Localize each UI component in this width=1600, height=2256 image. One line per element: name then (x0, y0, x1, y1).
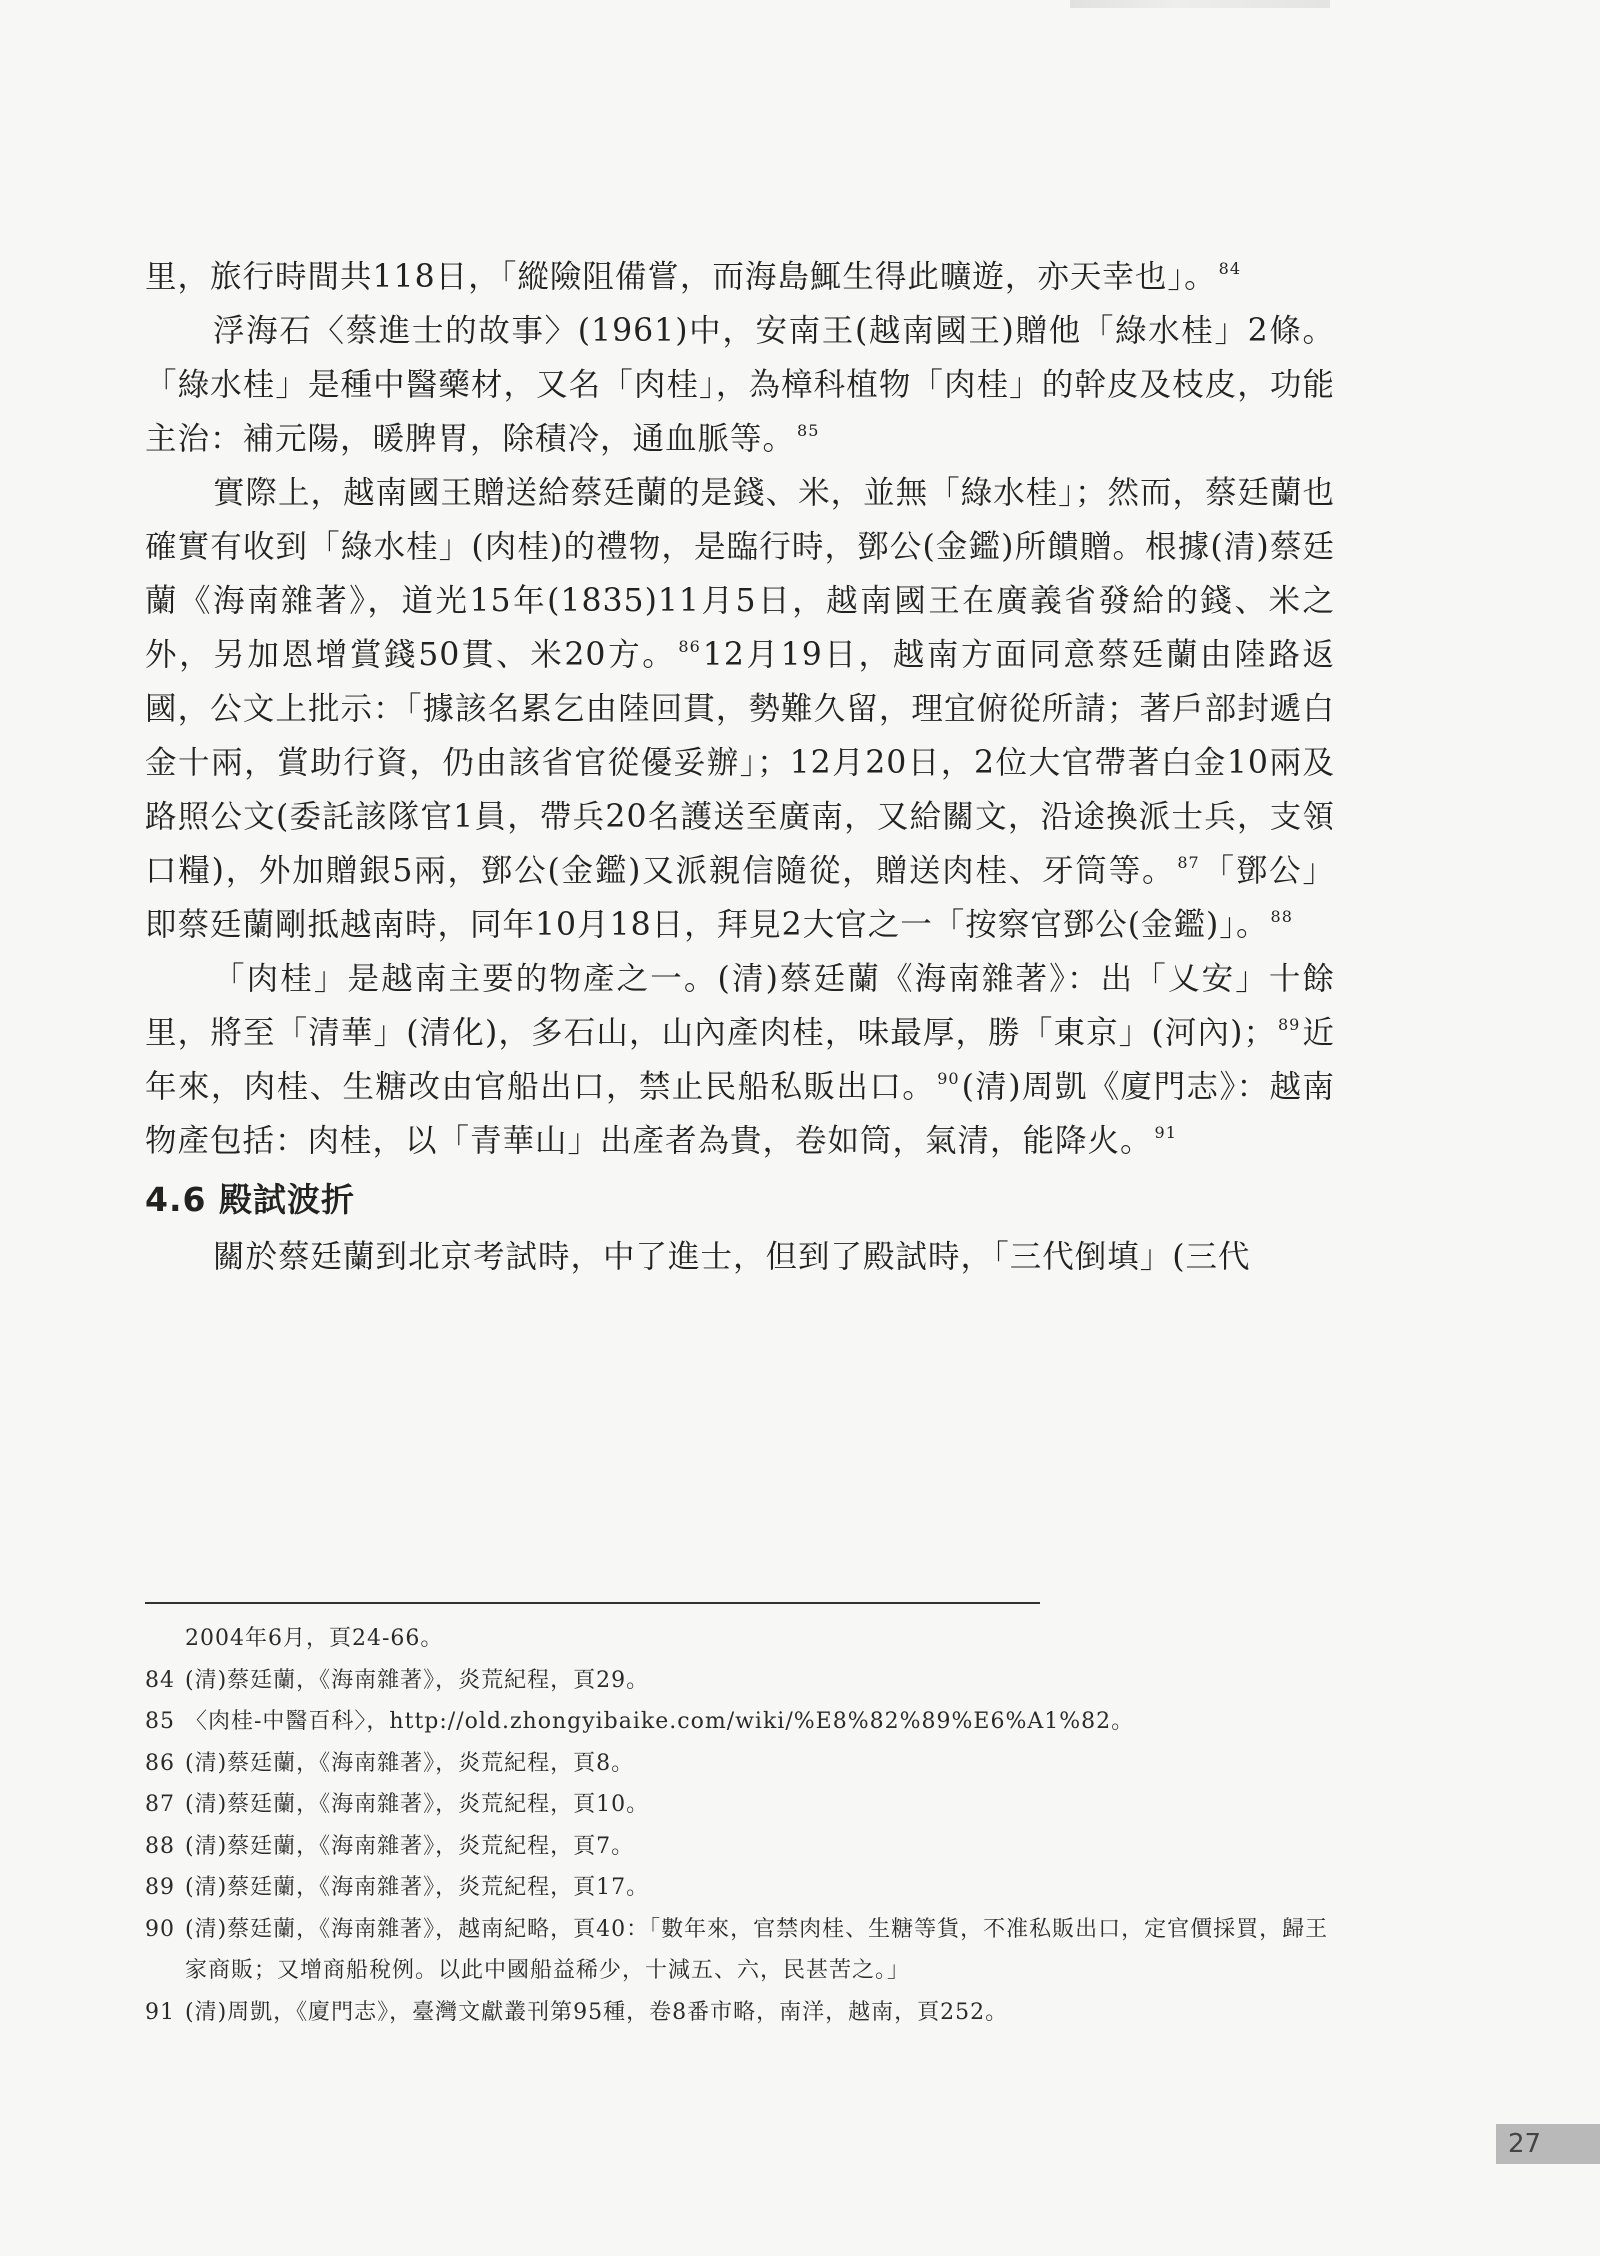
footnote-ref: 87 (1177, 853, 1200, 872)
footnote-85: 85 〈肉桂-中醫百科〉，http://old.zhongyibaike.com/wiki/%E8%82%89%E6%A1%82。 (145, 1709, 1135, 1734)
scan-artifact (1070, 0, 1330, 8)
page-number: 27 (1496, 2124, 1600, 2164)
footnote-ref: 85 (797, 421, 820, 440)
footnote-90: 90 (清)蔡廷蘭，《海南雜著》，越南紀略，頁40：「數年來，官禁肉桂、生糖等貨，不准私販出口，定官價採買，歸王家商販；又增商船稅例。以此中國船益稀少，十減五、六，民甚苦之。」 (145, 1916, 1329, 1983)
footnote-ref: 86 (678, 637, 701, 656)
footnote-ref: 84 (1218, 259, 1241, 278)
footnote-divider (145, 1602, 1040, 1604)
footnote-89: 89 (清)蔡廷蘭，《海南雜著》，炎荒紀程，頁17。 (145, 1875, 650, 1900)
footnotes (145, 1618, 1335, 2033)
paragraph-3: 實際上，越南國王贈送給蔡廷蘭的是錢、米，並無「綠水桂」；然而，蔡廷蘭也確實有收到「綠水桂」(肉桂)的禮物，是臨行時，鄧公(金鑑)所饋贈。根據(清)蔡廷蘭《海南雜著》，道光15年(1835)11月5日，越南國王在廣義省發給的錢、米之外，另加恩增賞錢50貫、米20方。 $^{86}$12月19日，越南方面同意蔡廷蘭由陸路返國，公文上批示：「據該名累乞由陸回貫，勢難久留，理宜俯從所請；著戶部封遞白金十兩，賞助行資，仍由該省官從優妥辦」；12月20日，2位大官帶著白金10兩及路照公文(委託該隊官1員，帶兵20名護送至廣南，又給關文，沿途換派士兵，支領口糧)，外加贈銀5兩，鄧公(金鑑)又派親信隨從，贈送肉桂、牙筒等。 $^{87}$「鄧公」即蔡廷蘭剛抵越南時，同年10月18日，拜見2大官之一「按察官鄧公(金鑑)」。 $^{88}$ (145, 475, 1335, 943)
footnote-ref: 90 (937, 1069, 960, 1088)
section-heading: 4.6 殿試波折 (145, 1180, 355, 1219)
paragraph-5: 關於蔡廷蘭到北京考試時，中了進士，但到了殿試時，「三代倒填」(三代 (213, 1239, 1251, 1275)
paragraph-1: 里，旅行時間共118日，「縱險阻備嘗，而海島鮿生得此曠遊，亦天幸也」。 $^{84}$ (145, 259, 1241, 295)
main-text (145, 250, 1335, 1284)
paragraph-4: 「肉桂」是越南主要的物產之一。(清)蔡廷蘭《海南雜著》：出「乂安」十餘里，將至「清華」(清化)，多石山，山內產肉桂，味最厚，勝「東京」(河內)； $^{89}$近年來，肉桂、生糖改由官船出口，禁止民船私販出口。 $^{90}$(清)周凱《廈門志》：越南物產包括：肉桂，以「青華山」出產者為貴，卷如筒，氣清，能降火。 $^{91}$ (145, 961, 1335, 1159)
footnote-ref: 88 (1270, 907, 1293, 926)
paragraph-2: 浮海石〈蔡進士的故事〉(1961)中，安南王(越南國王)贈他「綠水桂」2條。「綠水桂」是種中醫藥材，又名「肉桂」，為樟科植物「肉桂」的幹皮及枝皮，功能主治：補元陽，暖脾胃，除積冷，通血脈等。 $^{85}$ (145, 313, 1335, 457)
footnote-84: 84 (清)蔡廷蘭，《海南雜著》，炎荒紀程，頁29。 (145, 1667, 650, 1693)
footnote-ref: 89 (1277, 1015, 1301, 1034)
footnote-ref: 91 (1154, 1123, 1177, 1142)
footnote-87: 87 (清)蔡廷蘭，《海南雜著》，炎荒紀程，頁10。 (145, 1792, 650, 1817)
footnote-91: 91 (清)周凱，《廈門志》，臺灣文獻叢刊第95種，卷8番市略，南洋，越南，頁252。 (145, 1999, 1009, 2025)
footnote-86: 86 (清)蔡廷蘭，《海南雜著》，炎荒紀程，頁8。 (145, 1750, 635, 1776)
footnote-continuation: 2004年6月，頁24-66。 (185, 1626, 444, 1651)
footnote-88: 88 (清)蔡廷蘭，《海南雜著》，炎荒紀程，頁7。 (145, 1833, 635, 1859)
